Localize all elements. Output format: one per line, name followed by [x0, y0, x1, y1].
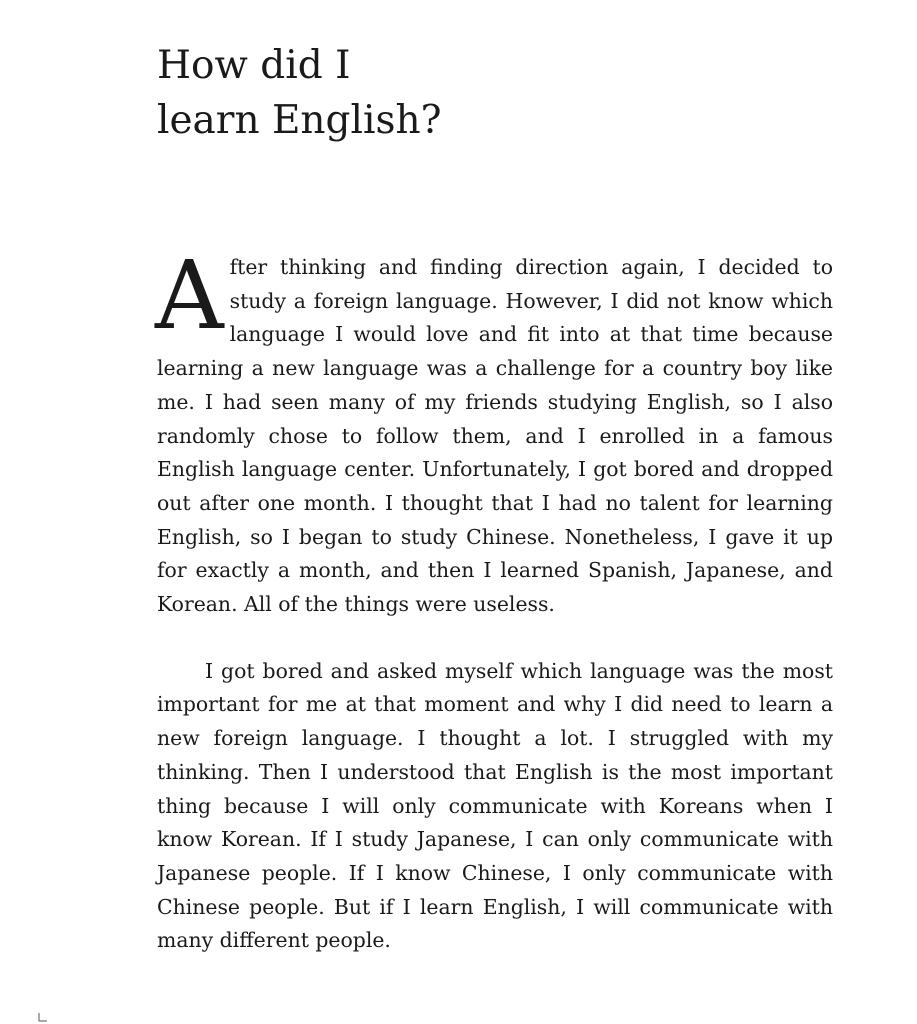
paragraph-1 [155, 241, 833, 622]
chapter-title-line-1: How did I [157, 43, 351, 88]
drop-cap: A [155, 241, 224, 351]
chapter-title-line-2: learn English? [157, 98, 442, 143]
paragraph-1-text: fter thinking and finding direction again, I decided to study a foreign language. However, I did not know which language I would love and fit into at that time because learning a new language was a challenge for a country boy like me. I had seen many of my friends studying English, so I also randomly chose to follow them, and I enrolled in a famous English language center. Unfortunately, I got bored and dropped out after one month. I thought that I had no talent for learning English, so I began to study Chinese. Nonetheless, I gave it up for exactly a month, and then I learned Spanish, Japanese, and Korean. All of the things were useless. [157, 255, 833, 617]
document-page [157, 38, 833, 958]
corner-mark-icon [38, 1012, 48, 1022]
chapter-title [157, 38, 833, 148]
paragraph-2: I got bored and asked myself which language was the most important for me at that moment and why I did need to learn a new foreign language. I thought a lot. I struggled with my thinking. Then I understood that English is the most important thing because I will only communicate with Koreans when I know Korean. If I study Japanese, I can only communicate with Japanese people. If I know Chinese, I only communicate with Chinese people. But if I learn English, I will communicate with many different people. [157, 658, 833, 953]
